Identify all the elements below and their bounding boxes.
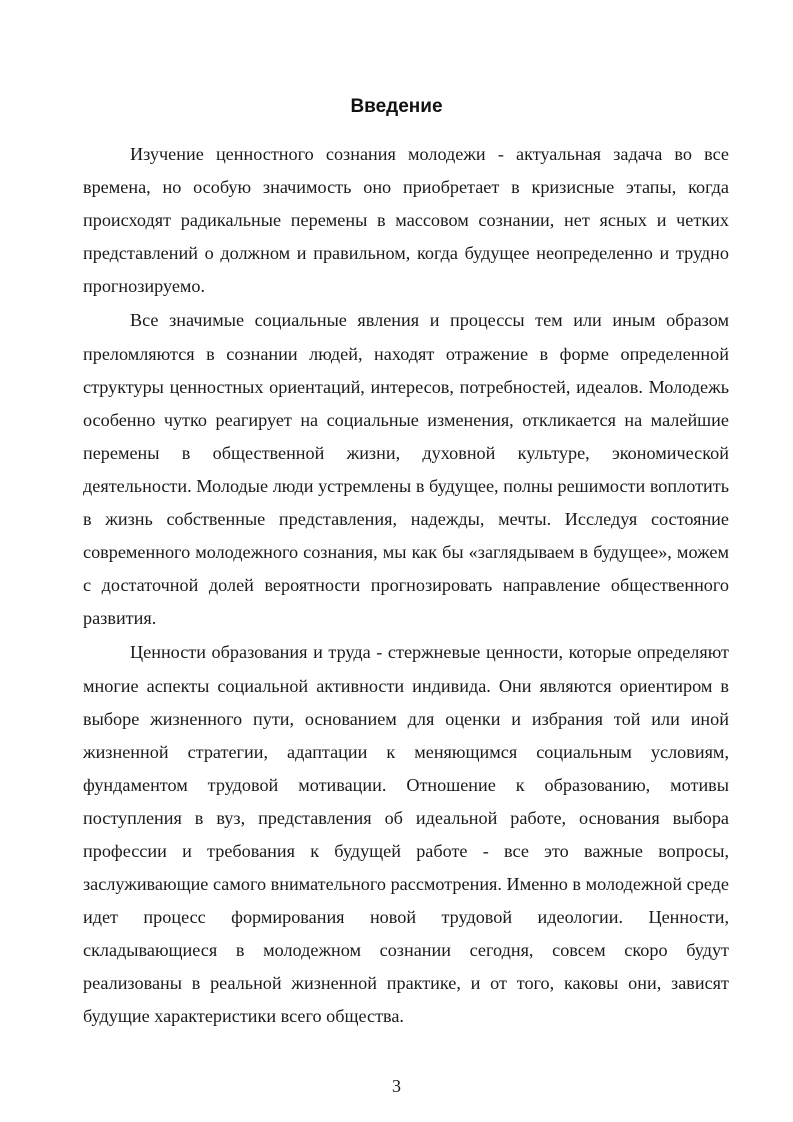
page-number: 3 [392,1076,401,1096]
paragraph-3: Ценности образования и труда - стержневые ценности, которые определяют многие аспекты социальной активности индивида. Они являются ориентиром в выборе жизненного пути, основанием для оценки и избрания той или иной жизненной стратегии, адаптации к меняющимся социальным условиям, фундаментом трудовой мотивации. Отношение к образованию, мотивы поступления в вуз, представления об идеальной работе, основания выбора профессии и требования к будущей работе - все это важные вопросы, заслуживающие самого внимательного рассмотрения. Именно в молодежной среде идет процесс формирования новой трудовой идеологии. Ценности, складывающиеся в молодежном сознании сегодня, совсем скоро будут реализованы в реальной жизненной практике, и от того, каковы они, зависят будущие характеристики всего общества. [83,642,729,1027]
section-heading: Введение [350,96,443,117]
paragraph-1: Изучение ценностного сознания молодежи - актуальная задача во все времена, но особую значимость оно приобретает в кризисные этапы, когда происходят радикальные перемены в массовом сознании, нет ясных и четких представлений о должном и правильном, когда будущее неопределенно и трудно прогнозируемо. [83,144,729,297]
body-text [83,138,729,1034]
paragraph-2: Все значимые социальные явления и процессы тем или иным образом преломляются в сознании людей, находят отражение в форме определенной структуры ценностных ориентаций, интересов, потребностей, идеалов. Молодежь особенно чутко реагирует на социальные изменения, откликается на малейшие перемены в общественной жизни, духовной культуре, экономической деятельности. Молодые люди устремлены в будущее, полны решимости воплотить в жизнь собственные представления, надежды, мечты. Исследуя состояние современного молодежного сознания, мы как бы «заглядываем в будущее», можем с достаточной долей вероятности прогнозировать направление общественного развития. [83,310,729,629]
